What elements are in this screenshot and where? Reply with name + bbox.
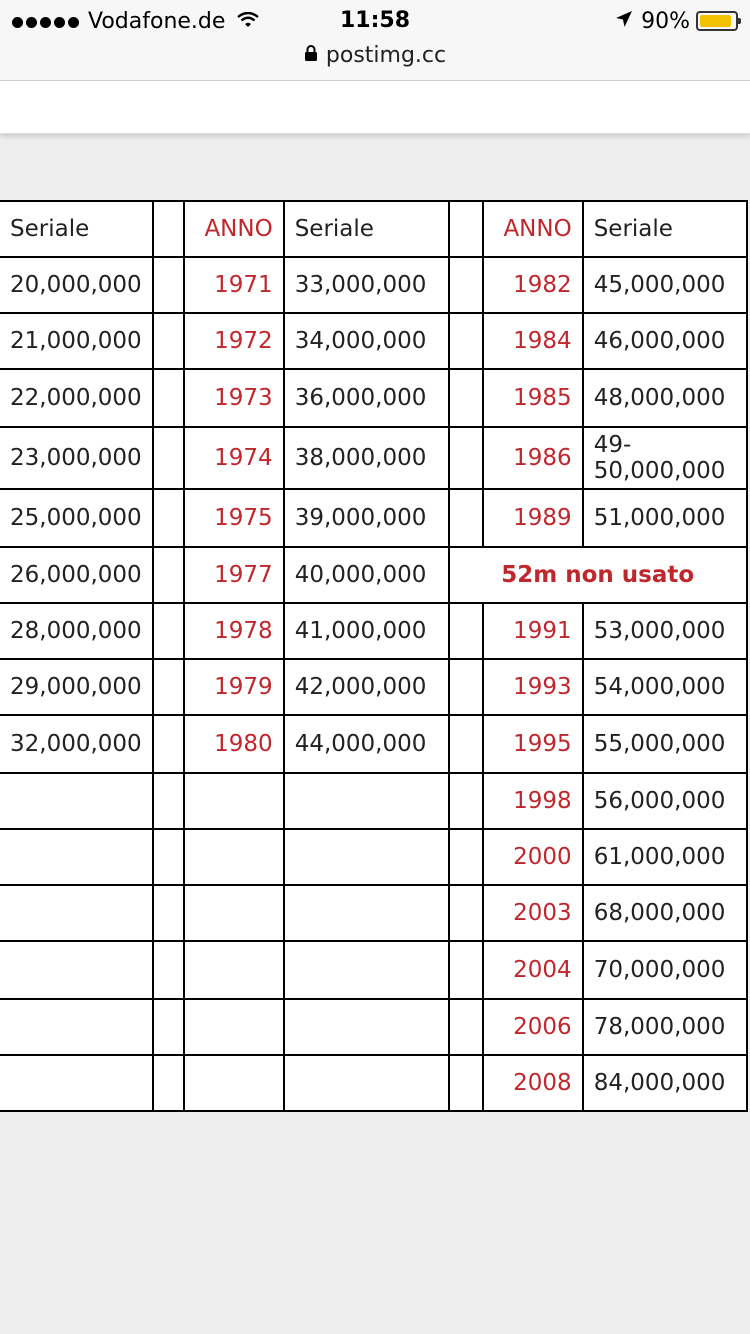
year-cell: 1974 xyxy=(184,427,284,489)
year-cell xyxy=(184,1055,284,1111)
serial-cell: 70,000,000 xyxy=(583,941,747,999)
serial-cell: 56,000,000 xyxy=(583,773,747,829)
table-row xyxy=(0,715,747,773)
spacer-cell xyxy=(153,885,184,941)
spacer-cell xyxy=(449,257,483,313)
location-arrow-icon xyxy=(615,9,633,34)
serial-cell xyxy=(284,1055,449,1111)
serial-cell: 38,000,000 xyxy=(284,427,449,489)
header-anno: ANNO xyxy=(483,201,583,257)
year-cell: 1979 xyxy=(184,659,284,715)
spacer-cell xyxy=(153,773,184,829)
table-row xyxy=(0,603,747,659)
table-row xyxy=(0,369,747,427)
serial-cell: 84,000,000 xyxy=(583,1055,747,1111)
table-body xyxy=(0,201,747,1111)
spacer-cell xyxy=(153,427,184,489)
spacer-cell xyxy=(449,659,483,715)
table-row xyxy=(0,941,747,999)
year-cell xyxy=(184,941,284,999)
year-cell xyxy=(184,773,284,829)
note-cell: 52m non usato xyxy=(449,547,747,603)
serial-cell: 68,000,000 xyxy=(583,885,747,941)
year-cell: 1989 xyxy=(483,489,583,547)
spacer-cell xyxy=(449,489,483,547)
serial-cell: 55,000,000 xyxy=(583,715,747,773)
year-cell: 1991 xyxy=(483,603,583,659)
table-row xyxy=(0,999,747,1055)
spacer-cell xyxy=(449,941,483,999)
spacer-cell xyxy=(153,201,184,257)
serial-cell: 49-50,000,000 xyxy=(583,427,747,489)
serial-cell xyxy=(284,829,449,885)
table-row xyxy=(0,773,747,829)
header-seriale: Seriale xyxy=(0,201,153,257)
spacer-cell xyxy=(449,885,483,941)
serial-cell: 36,000,000 xyxy=(284,369,449,427)
year-cell: 1972 xyxy=(184,313,284,369)
serial-cell: 61,000,000 xyxy=(583,829,747,885)
spacer-cell xyxy=(449,427,483,489)
address-bar[interactable] xyxy=(0,40,750,70)
serial-cell: 45,000,000 xyxy=(583,257,747,313)
serial-cell: 33,000,000 xyxy=(284,257,449,313)
serial-cell: 34,000,000 xyxy=(284,313,449,369)
year-cell: 1980 xyxy=(184,715,284,773)
year-cell: 1984 xyxy=(483,313,583,369)
serial-cell xyxy=(0,829,153,885)
serial-cell: 29,000,000 xyxy=(0,659,153,715)
spacer-cell xyxy=(153,489,184,547)
spacer-cell xyxy=(153,829,184,885)
serial-cell: 20,000,000 xyxy=(0,257,153,313)
serial-cell: 21,000,000 xyxy=(0,313,153,369)
serial-cell: 25,000,000 xyxy=(0,489,153,547)
year-cell: 1977 xyxy=(184,547,284,603)
spacer-cell xyxy=(449,773,483,829)
serial-number-table xyxy=(0,200,748,1112)
spacer-cell xyxy=(153,369,184,427)
year-cell: 1993 xyxy=(483,659,583,715)
year-cell: 1975 xyxy=(184,489,284,547)
battery-level-fill xyxy=(700,15,731,27)
url-text: postimg.cc xyxy=(325,42,447,68)
table-row xyxy=(0,489,747,547)
serial-cell xyxy=(284,999,449,1055)
serial-cell xyxy=(284,885,449,941)
table-row xyxy=(0,427,747,489)
year-cell: 1971 xyxy=(184,257,284,313)
header-row xyxy=(0,201,747,257)
table-row xyxy=(0,313,747,369)
spacer-cell xyxy=(153,941,184,999)
year-cell: 1982 xyxy=(483,257,583,313)
year-cell: 1978 xyxy=(184,603,284,659)
year-cell: 2000 xyxy=(483,829,583,885)
status-right-group xyxy=(615,6,738,36)
spacer-cell xyxy=(449,369,483,427)
spacer-cell xyxy=(153,547,184,603)
serial-cell xyxy=(0,885,153,941)
serial-cell: 40,000,000 xyxy=(284,547,449,603)
year-cell: 1998 xyxy=(483,773,583,829)
year-cell: 1985 xyxy=(483,369,583,427)
serial-cell: 48,000,000 xyxy=(583,369,747,427)
table-row xyxy=(0,829,747,885)
year-cell: 2006 xyxy=(483,999,583,1055)
serial-cell xyxy=(284,941,449,999)
year-cell: 1995 xyxy=(483,715,583,773)
header-seriale: Seriale xyxy=(583,201,747,257)
year-cell xyxy=(184,829,284,885)
serial-cell: 22,000,000 xyxy=(0,369,153,427)
table-row xyxy=(0,659,747,715)
serial-cell: 23,000,000 xyxy=(0,427,153,489)
spacer-cell xyxy=(153,1055,184,1111)
table-row xyxy=(0,1055,747,1111)
battery-icon xyxy=(696,11,738,31)
status-time: 11:58 xyxy=(339,8,411,33)
spacer-cell xyxy=(449,829,483,885)
year-cell: 2008 xyxy=(483,1055,583,1111)
lock-icon xyxy=(304,43,318,68)
serial-cell: 42,000,000 xyxy=(284,659,449,715)
spacer-cell xyxy=(153,659,184,715)
year-cell xyxy=(184,999,284,1055)
table-row xyxy=(0,547,747,603)
serial-cell: 78,000,000 xyxy=(583,999,747,1055)
serial-cell: 53,000,000 xyxy=(583,603,747,659)
serial-cell xyxy=(0,773,153,829)
serial-cell: 46,000,000 xyxy=(583,313,747,369)
serial-cell xyxy=(0,1055,153,1111)
table-row xyxy=(0,885,747,941)
year-cell: 1986 xyxy=(483,427,583,489)
year-cell: 2004 xyxy=(483,941,583,999)
serial-cell: 54,000,000 xyxy=(583,659,747,715)
year-cell: 2003 xyxy=(483,885,583,941)
serial-cell: 41,000,000 xyxy=(284,603,449,659)
serial-cell xyxy=(0,941,153,999)
header-seriale: Seriale xyxy=(284,201,449,257)
spacer-cell xyxy=(153,313,184,369)
serial-cell: 44,000,000 xyxy=(284,715,449,773)
serial-cell: 26,000,000 xyxy=(0,547,153,603)
table-row xyxy=(0,257,747,313)
spacer-cell xyxy=(449,1055,483,1111)
year-cell: 1973 xyxy=(184,369,284,427)
page-header-bar xyxy=(0,81,750,134)
year-cell xyxy=(184,885,284,941)
spacer-cell xyxy=(153,603,184,659)
spacer-cell xyxy=(449,603,483,659)
spacer-cell xyxy=(449,313,483,369)
spacer-cell xyxy=(449,715,483,773)
carrier-name: Vodafone.de xyxy=(88,8,226,34)
serial-cell: 28,000,000 xyxy=(0,603,153,659)
serial-cell: 32,000,000 xyxy=(0,715,153,773)
spacer-cell xyxy=(449,999,483,1055)
serial-cell xyxy=(284,773,449,829)
spacer-cell xyxy=(153,257,184,313)
battery-percentage: 90% xyxy=(641,8,690,34)
spacer-cell xyxy=(153,999,184,1055)
spacer-cell xyxy=(153,715,184,773)
serial-cell: 39,000,000 xyxy=(284,489,449,547)
ios-status-bar xyxy=(0,0,750,81)
header-anno: ANNO xyxy=(184,201,284,257)
serial-cell xyxy=(0,999,153,1055)
serial-cell: 51,000,000 xyxy=(583,489,747,547)
spacer-cell xyxy=(449,201,483,257)
